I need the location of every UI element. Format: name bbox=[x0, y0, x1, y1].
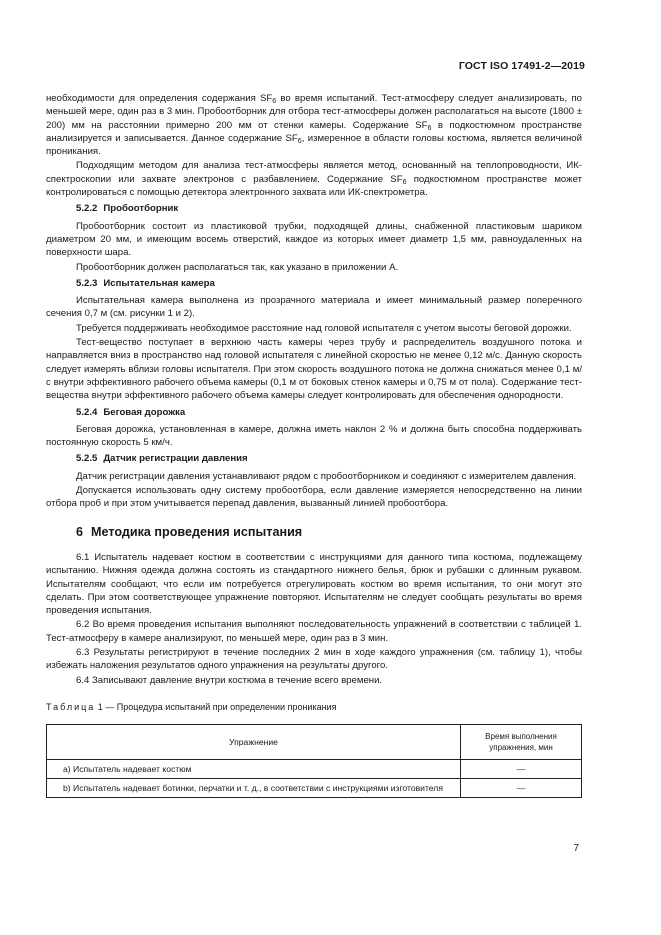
paragraph-6-1: 6.1 Испытатель надевает костюм в соответствии с инструкциями для данного типа костюма, подлежащему испытанию. Нижняя одежда должна состоять из стандартного нижнего белья, брюк и рубашки с длинным рукавом. Испытателям сообщают, что если им потребуется отрегулировать костюм во время испытания, то они могут это сделать. При этом соответствующее упражнение повторяют. Испытателям не следует сообщать результаты во время проведения испытания. bbox=[46, 551, 582, 617]
paragraph-sf6-analysis: необходимости для определения содержания $SF_6$ во время испытаний. Тест-атмосферу следует анализировать, по меньшей мере, один раз в 3 мин. Пробоотборник для отбора тест-атмосферы должен располагаться на высоте (1800 ± 200) мм на расстоянии примерно 200 мм от стенки камеры. Содержание $SF_6$ в подкостюмном пространстве анализируется и записывается. Данное содержание $SF_6$, измеренное в области головы костюма, является величиной проникания. bbox=[46, 93, 583, 158]
cell-exercise: b) Испытатель надевает ботинки, перчатки и т. д., в соответствии с инструкциями изготовителя bbox=[47, 779, 461, 798]
section-heading-5-2-2: 5.2.2 Пробоотборник bbox=[76, 203, 179, 215]
page-body bbox=[46, 92, 582, 798]
document-code-header: ГОСТ ISO 17491-2—2019 bbox=[458, 60, 585, 72]
cell-time: — bbox=[461, 779, 582, 798]
page-number: 7 bbox=[573, 843, 579, 854]
cell-time: — bbox=[461, 760, 582, 779]
table-row bbox=[47, 760, 582, 779]
cell-exercise: a) Испытатель надевает костюм bbox=[47, 760, 461, 779]
section-heading-5-2-3: 5.2.3 Испытательная камера bbox=[76, 277, 215, 289]
header-time: Время выполнения упражнения, мин bbox=[461, 725, 582, 760]
table-header-row bbox=[47, 725, 582, 760]
paragraph-sampler-description: Пробоотборник состоит из пластиковой трубки, подходящей длины, снабженной пластиковым шариком диаметром 20 мм, и имеющим восемь отверстий, каждое из которых имеет диаметр 1,5 мм, равноудаленных на поверхности шара. bbox=[46, 220, 582, 259]
paragraph-chamber-airflow: Тест-вещество поступает в верхнюю часть камеры через трубу и распределитель воздушного потока и направляется вниз в пространство над головой испытателя с линейной скоростью не менее 0,12 м/с. Данную скорость следует измерять вблизи головы испытателя. При этом скорость воздушного потока не должна снижаться менее 0,1 м/с внутри эффективного рабочего объема камеры (0,1 м от боковых стенок камеры и 0,75 м от пола). Содержание тест-вещества внутри эффективного рабочего объема камеры следует контролировать для обеспечения однородности. bbox=[46, 337, 582, 402]
paragraph-chamber-material: Испытательная камера выполнена из прозрачного материала и имеет минимальный размер поперечного сечения 0,7 м (см. рисунки 1 и 2). bbox=[46, 295, 582, 320]
table-caption: Таблица 1 — Процедура испытаний при определении проникания bbox=[46, 701, 337, 712]
paragraph-pressure-sensor: Датчик регистрации давления устанавливают рядом с пробоотборником и соединяют с измерителем давления. bbox=[76, 470, 577, 482]
paragraph-6-2: 6.2 Во время проведения испытания выполняют последовательность упражнений в соответствии с таблицей 1. Тест-атмосферу в камере анализируют, по меньшей мере, один раз в 3 мин. bbox=[46, 619, 582, 644]
table-row bbox=[47, 779, 582, 798]
header-exercise: Упражнение bbox=[47, 725, 461, 760]
paragraph-6-3: 6.3 Результаты регистрируют в течение последних 2 мин в ходе каждого упражнения (см. таблицу 1), чтобы избежать наложения результатов одного упражнения на результаты другого. bbox=[46, 646, 582, 672]
paragraph-sampler-position: Пробоотборник должен располагаться так, как указано в приложении А. bbox=[76, 261, 399, 273]
section-heading-6: 6 Методика проведения испытания bbox=[76, 524, 303, 539]
paragraph-sampling-system: Допускается использовать одну систему пробоотбора, если давление измеряется непосредственно на линии отбора проб и при этом учитывается перепад давления, вызванный линией пробоотбора. bbox=[46, 485, 582, 510]
paragraph-treadmill: Беговая дорожка, установленная в камере, должна иметь наклон 2 % и должна быть способна поддерживать постоянную скорость 5 км/ч. bbox=[46, 423, 582, 449]
paragraph-chamber-clearance: Требуется поддерживать необходимое расстояние над головой испытателя с учетом высоты беговой дорожки. bbox=[76, 322, 572, 334]
procedure-table bbox=[46, 724, 582, 798]
paragraph-analysis-method: Подходящим методом для анализа тест-атмосферы является метод, основанный на теплопроводности, ИК-спектроскопии или захвате электронов с разбавлением. Содержание $SF_6$ подкостюмном пространстве может контролироваться с помощью детектора электронного захвата или ИК-спектрометра. bbox=[46, 160, 582, 199]
section-heading-5-2-4: 5.2.4 Беговая дорожка bbox=[76, 406, 186, 418]
section-heading-5-2-5: 5.2.5 Датчик регистрации давления bbox=[76, 453, 248, 465]
paragraph-6-4: 6.4 Записывают давление внутри костюма в течение всего времени. bbox=[76, 674, 383, 686]
